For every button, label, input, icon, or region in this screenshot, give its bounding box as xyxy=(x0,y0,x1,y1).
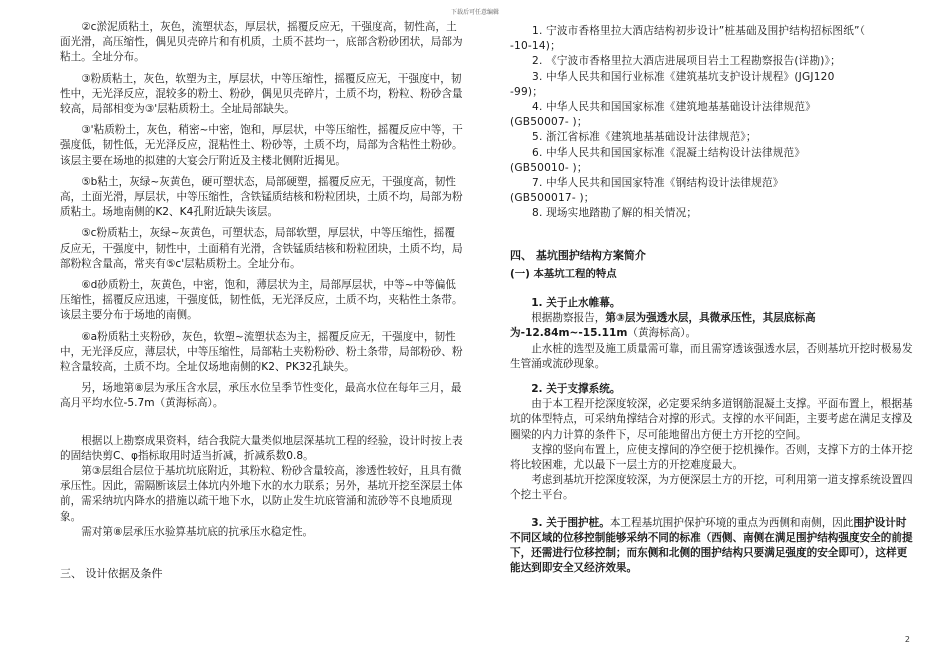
paragraph-layer-3: ③粉质粘土，灰色，软塑为主，厚层状，中等压缩性，摇覆反应无，干强度中，韧性中，无光泽反应，混较多的粉土、粉砂，偶见贝壳碎片，土质不均，粉粒、粉砂含量较高，局部相变为③'层粘质粉土。全址局部缺失。 xyxy=(60,72,463,116)
paragraph-support-2: 支撑的竖向布置上，应使支撑间的净空便于挖机操作。否则，支撑下方的土体开挖将比较困难，尤以最下一层土方的开挖难度最大。 xyxy=(510,443,913,472)
reference-list xyxy=(510,24,915,222)
paragraph-support-1: 由于本工程开挖深度较深，必定要采纳多道钢筋混凝土支撑。平面布置上，根据基坑的体型特点，可采纳角撑结合对撑的形式。支撑的水平间距，主要考虑在满足支撑及圈梁的内力计算的条件下，尽可能地留出方便土方开挖的空间。 xyxy=(510,398,913,441)
reference-item-cont: (GB50007- )； xyxy=(510,116,588,129)
paragraph-support-3: 考虑到基坑开挖深度较深，为方便深层土方的开挖，可利用第一道支撑系统设置四个挖土平台。 xyxy=(510,474,913,502)
section-title-3: 三、 设计依据及条件 xyxy=(60,567,163,581)
page-number: 2 xyxy=(904,635,910,644)
reference-item: 3. 中华人民共和国行业标准《建筑基坑支护设计规程》(JGJ120 xyxy=(532,70,835,83)
reference-item-cont: (GB500017- )； xyxy=(510,192,595,205)
paragraph-layer-6d: ⑥d砂质粉土，灰黄色，中密，饱和，薄层状为主，局部厚层状，中等~中等偏低压缩性，摇覆反应迅速，干强度低，韧性低，无光泽反应，土质不均，夹粘性土条带。该层主要分布于场地的南侧。 xyxy=(60,279,463,322)
paragraph-layer-2c: ②c淤泥质粘土，灰色，流塑状态，厚层状，摇覆反应无，干强度高，韧性高，土面光滑，高压缩性，偶见贝壳碎片和有机质，土质不甚均一，底部含粉砂团状，局部为粘土。全址分布。 xyxy=(60,21,463,64)
reference-item: 2. 《宁波市香格里拉大酒店进展项目岩土工程勘察报告(详勘)》； xyxy=(532,55,841,68)
paragraph-retaining-piles: 3. 关于围护桩。本工程基坑围护保护环境的重点为西侧和南侧，因此围护设计时不同区域的位移控制能够采纳不同的标准（西侧、南侧在满足围护结构强度安全的前提下，还需进行位移控制；而东侧和北侧的围护结构只要满足强度的安全即可），这样更能达到即安全又经济效果。 xyxy=(510,516,913,575)
page-header: 下载后可任意编辑 xyxy=(450,9,499,16)
paragraph-confined-check: 需对第⑧层承压水验算基坑底的抗承压水稳定性。 xyxy=(81,525,314,538)
paragraph-water-curtain: 根据勘察报告，第③层为强透水层，具微承压性，其层底标高为-12.84m~-15.11m（黄海标高）。 xyxy=(510,312,816,340)
paragraph-confined-water: 另，场地第⑧层为承压含水层，承压水位呈季节性变化，最高水位在每年三月，最高月平均水位-5.7m（黄海标高）。 xyxy=(60,382,462,410)
paragraph-layer-3-seepage: 第③层组合层位于基坑坑底附近，其粉粒、粉砂含量较高，渗透性较好，且具有微承压性。因此，需隔断该层土体坑内外地下水的水力联系；另外，基坑开挖至深层土体前，需采纳坑内降水的措施以疏干地下水，以防止发生坑底管涌和流砂等不良地质现象。 xyxy=(60,465,463,523)
subsection-title-1: (一) 本基坑工程的特点 xyxy=(510,267,617,280)
reference-item: 5. 浙江省标准《建筑地基基础设计法律规范》； xyxy=(532,131,757,144)
paragraph-layer-5b: ⑤b粘土，灰绿~灰黄色，硬可塑状态，局部硬塑，摇覆反应无，干强度高，韧性高，土面光滑，厚层状，中等压缩性，含铁锰质结核和粉粒团块，土质不均，局部为粉质粘土。场地南侧的K2、K4孔附近缺失该层。 xyxy=(60,175,463,219)
reference-item: 7. 中华人民共和国国家特准《钢结构设计法律规范》 xyxy=(532,177,784,190)
paragraph-water-curtain-2: 止水桩的选型及施工质量需可靠，而且需穿透该强透水层，否则基坑开挖时极易发生管涌或流砂现象。 xyxy=(510,342,913,370)
section-title-4: 四、 基坑围护结构方案简介 xyxy=(510,248,646,262)
item-title-retaining-piles: 3. 关于围护桩。 xyxy=(531,516,610,529)
paragraph-design-reduction: 根据以上勘察成果资料，结合我院大量类似地层深基坑工程的经验，设计时按上表的固结快剪C、φ指标取用时适当折减，折减系数0.8。 xyxy=(60,434,463,462)
reference-item-cont: -99)； xyxy=(510,85,544,98)
reference-item: 6. 中华人民共和国国家标准《混凝土结构设计法律规范》 xyxy=(532,146,806,159)
item-title-support-system: 2. 关于支撑系统。 xyxy=(531,383,621,396)
paragraph-layer-3prime: ③'粘质粉土，灰色，稍密~中密，饱和，厚层状，中等压缩性，摇覆反应中等，干强度低，韧性低，无光泽反应，混粘性土、粉砂等，土质不均，局部为含粘性土粉砂。该层主要在场地的拟建的大宴会厅附近及主楼北侧附近揭见。 xyxy=(60,124,463,167)
reference-item: 4. 中华人民共和国国家标准《建筑地基基础设计法律规范》 xyxy=(532,101,816,114)
left-column xyxy=(60,20,465,581)
reference-item: 1. 宁波市香格里拉大酒店结构初步设计”桩基础及围护结构招标图纸”（ xyxy=(532,25,866,37)
right-column xyxy=(510,20,915,577)
paragraph-layer-6a: ⑥a粉质粘土夹粉砂，灰色，软塑~流塑状态为主，摇覆反应无，干强度中，韧性中，无光泽反应，薄层状，中等压缩性，局部粘土夹粉粉砂、粉土条带，局部粉砂、粉粒含量较高，土质不均。全址仅场地南侧的K2、PK32孔缺失。 xyxy=(60,330,463,374)
reference-item-cont: -10-14)； xyxy=(510,40,561,53)
item-title-water-curtain: 1. 关于止水帷幕。 xyxy=(531,297,621,310)
reference-item-cont: (GB50010- )； xyxy=(510,161,588,174)
highlight-displacement-control: 围护设计时不同区域的位移控制能够采纳不同的标准（西侧、南侧在满足围护结构强度安全的前提下，还需进行位移控制；而东侧和北侧的围护结构只要满足强度的安全即可） xyxy=(510,516,913,560)
reference-item: 8. 现场实地踏勘了解的相关情况； xyxy=(532,207,698,220)
highlight-layer-3: 第③层为强透水层，具微承压性，其层底标高为-12.84m~-15.11m xyxy=(510,312,816,340)
paragraph-layer-5c: ⑤c粉质粘土，灰绿~灰黄色，可塑状态，局部软塑，厚层状，中等压缩性，摇覆反应无，干强度中，韧性中，土面稍有光滑，含铁锰质结核和粉粒团块，土质不均，局部粉粒含量高，常夹有⑤c'层粘质粉土。全址分布。 xyxy=(60,227,463,270)
